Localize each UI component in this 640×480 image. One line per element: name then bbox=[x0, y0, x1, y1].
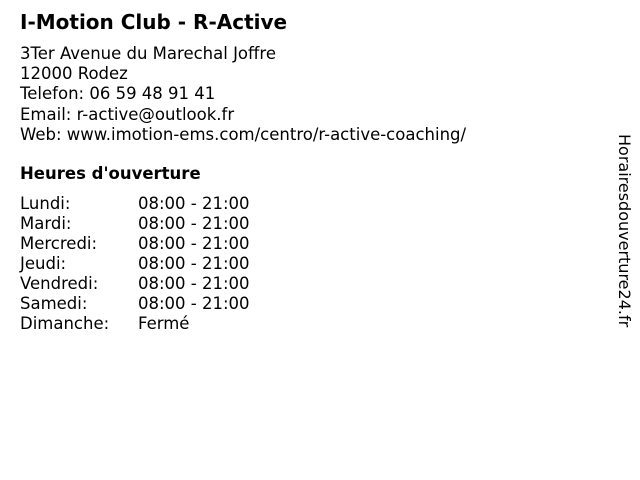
day-hours: 08:00 - 21:00 bbox=[138, 214, 250, 233]
business-title: I-Motion Club - R-Active bbox=[20, 10, 288, 34]
phone-line: Telefon: 06 59 48 91 41 bbox=[20, 84, 216, 104]
email-line: Email: r-active@outlook.fr bbox=[20, 104, 235, 124]
day-label: Mardi: bbox=[20, 214, 72, 233]
web-line: Web: www.imotion-ems.com/centro/r-active-coaching/ bbox=[20, 124, 467, 144]
day-label: Vendredi: bbox=[20, 274, 99, 293]
day-hours: 08:00 - 21:00 bbox=[138, 254, 250, 273]
day-hours: 08:00 - 21:00 bbox=[138, 274, 250, 293]
day-label: Samedi: bbox=[20, 294, 88, 313]
contact-block bbox=[20, 44, 466, 145]
opening-hours-heading: Heures d'ouverture bbox=[20, 164, 201, 183]
address-city: 12000 Rodez bbox=[20, 64, 128, 84]
watermark-text: Horairesdouverture24.fr bbox=[615, 134, 634, 328]
day-hours: 08:00 - 21:00 bbox=[138, 194, 250, 213]
day-label: Lundi: bbox=[20, 194, 71, 213]
site-watermark bbox=[612, 134, 638, 374]
day-label: Dimanche: bbox=[20, 314, 110, 333]
day-hours: 08:00 - 21:00 bbox=[138, 234, 250, 253]
day-hours: Fermé bbox=[138, 314, 190, 333]
address-street: 3Ter Avenue du Marechal Joffre bbox=[20, 44, 276, 63]
day-label: Mercredi: bbox=[20, 234, 98, 253]
day-label: Jeudi: bbox=[20, 254, 67, 273]
day-hours: 08:00 - 21:00 bbox=[138, 294, 250, 313]
